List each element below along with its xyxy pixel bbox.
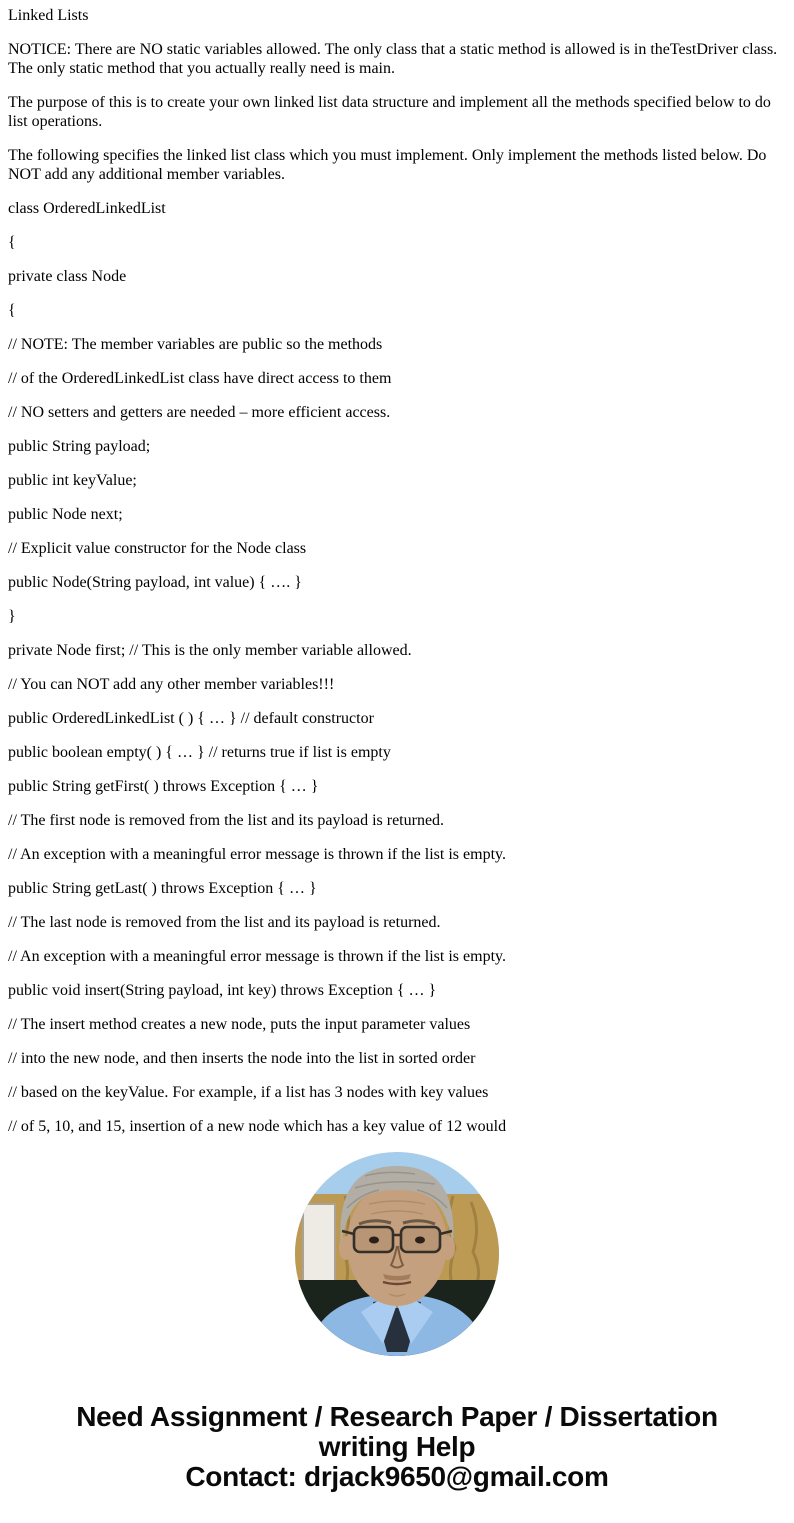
document-paragraph: // The first node is removed from the list and its payload is returned. (8, 812, 445, 829)
document-paragraph: // An exception with a meaningful error message is thrown if the list is empty. (8, 846, 506, 863)
document-paragraph: // NO setters and getters are needed – more efficient access. (8, 404, 391, 421)
avatar (295, 1152, 499, 1356)
photo-eye-right (415, 1237, 425, 1244)
document-paragraph: // based on the keyValue. For example, if a list has 3 nodes with key values (8, 1084, 489, 1101)
document-paragraph: // Explicit value constructor for the Node class (8, 540, 307, 557)
footer-line: Need Assignment / Research Paper / Dissertation (76, 1401, 718, 1432)
photo-eye-left (369, 1237, 379, 1244)
document-paragraph: { (8, 234, 16, 251)
instructor-photo (295, 1152, 499, 1356)
document-paragraph: // of the OrderedLinkedList class have direct access to them (8, 370, 392, 387)
document-paragraph: // NOTE: The member variables are public so the methods (8, 336, 383, 353)
document-paragraph: class OrderedLinkedList (8, 200, 166, 217)
document-paragraph: private Node first; // This is the only member variable allowed. (8, 642, 412, 659)
document-paragraph: NOTICE: There are NO static variables allowed. The only class that a static method is allowed is in theTestDriver class. The only static method that you actually really need is main. (8, 41, 778, 77)
document-paragraph: public OrderedLinkedList ( ) { … } // default constructor (8, 710, 374, 727)
footer-line: Contact: drjack9650@gmail.com (185, 1461, 609, 1492)
document-paragraph: The purpose of this is to create your own linked list data structure and implement all the methods specified below to do list operations. (8, 94, 771, 130)
footer-promo-text (0, 1402, 794, 1492)
document-paragraph: public int keyValue; (8, 472, 137, 489)
document-paragraph: public String getFirst( ) throws Exception { … } (8, 778, 319, 795)
photo-picture-frame (303, 1204, 335, 1292)
document-paragraph: The following specifies the linked list class which you must implement. Only implement the methods listed below. Do NOT add any additional member variables. (8, 147, 767, 183)
document-paragraph: // of 5, 10, and 15, insertion of a new node which has a key value of 12 would (8, 1118, 507, 1135)
document-paragraph: public Node(String payload, int value) { …. } (8, 574, 302, 591)
document-paragraph: public void insert(String payload, int key) throws Exception { … } (8, 982, 437, 999)
document-paragraph: // You can NOT add any other member variables!!! (8, 676, 335, 693)
document-paragraph: } (8, 608, 16, 625)
document-paragraph: // An exception with a meaningful error message is thrown if the list is empty. (8, 948, 506, 965)
document-paragraph: // The insert method creates a new node, puts the input parameter values (8, 1016, 471, 1033)
document-paragraph: public boolean empty( ) { … } // returns true if list is empty (8, 744, 391, 761)
footer-line: writing Help (318, 1431, 476, 1462)
document-paragraph: private class Node (8, 268, 127, 285)
document-paragraph: Linked Lists (8, 7, 89, 24)
document-paragraph: public String getLast( ) throws Exception { … } (8, 880, 317, 897)
document-paragraph: public String payload; (8, 438, 151, 455)
document-paragraph: public Node next; (8, 506, 123, 523)
document-paragraph: { (8, 302, 16, 319)
document-paragraph: // The last node is removed from the list and its payload is returned. (8, 914, 441, 931)
document-paragraph: // into the new node, and then inserts the node into the list in sorted order (8, 1050, 476, 1067)
